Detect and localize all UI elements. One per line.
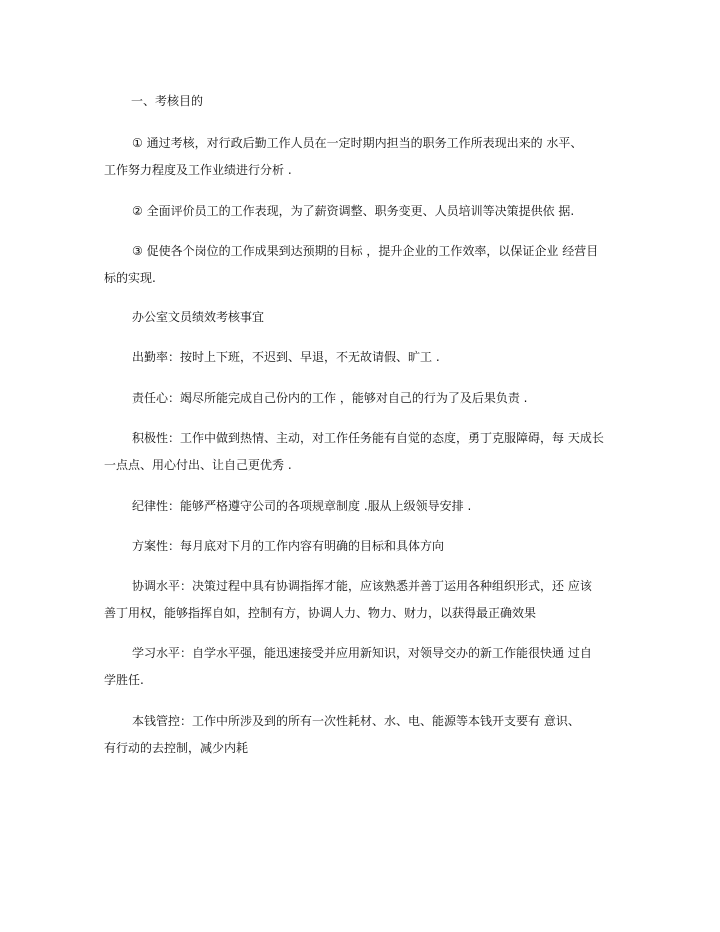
criterion-initiative: 积极性：工作中做到热情、主动，对工作任务能有自觉的态度，勇丁克服障碍，每 天成长 一点点、用心付出、让自己更优秀 . bbox=[104, 431, 604, 472]
purpose-item-3: ③ 促使各个岗位的工作成果到达预期的目标 ，提升企业的工作效率，以保证企业 经营目 标的实现. bbox=[104, 244, 599, 285]
criterion-coordination: 协调水平：决策过程中具有协调指挥才能，应该熟悉并善丁运用各种组织形式，还 应该 善丁用权，能够指挥自如，控制有方，协调人力、物力、财力，以获得最正确效果 bbox=[104, 579, 592, 620]
criterion-cost-control: 本钱管控：工作中所涉及到的所有一次性耗材、水、电、能源等本钱开支要有 意识、 有行动的去控制，减少内耗 bbox=[104, 714, 580, 755]
purpose-item-2: ② 全面评价员工的工作表现，为了薪资调整、职务变更、人员培训等决策提供依 据. bbox=[132, 204, 575, 218]
criterion-attendance: 出勤率：按时上下班，不迟到、早退，不无故请假、旷工 . bbox=[132, 350, 440, 364]
criterion-discipline: 纪律性：能够严格遵守公司的各项规章制度 .服从上级领导安排 . bbox=[132, 499, 472, 513]
criterion-learning: 学习水平：自学水平强，能迅速接受并应用新知识，对领导交办的新工作能很快通 过自 学胜任. bbox=[104, 646, 592, 687]
purpose-item-1: ① 通过考核，对行政后勤工作人员在一定时期内担当的职务工作所表现出来的 水平、 工作努力程度及工作业绩进行分析 . bbox=[104, 136, 583, 177]
heading-assessment-purpose: 一、考核目的 bbox=[131, 94, 204, 108]
criterion-planning: 方案性：每月底对下月的工作内容有明确的目标和具体方向 bbox=[132, 539, 445, 553]
criterion-responsibility: 责任心：竭尽所能完成自己份内的工作 ，能够对自己的行为了及后果负责 . bbox=[132, 391, 528, 405]
section-title-clerk-assessment: 办公室文员绩效考核事宜 bbox=[132, 310, 265, 324]
